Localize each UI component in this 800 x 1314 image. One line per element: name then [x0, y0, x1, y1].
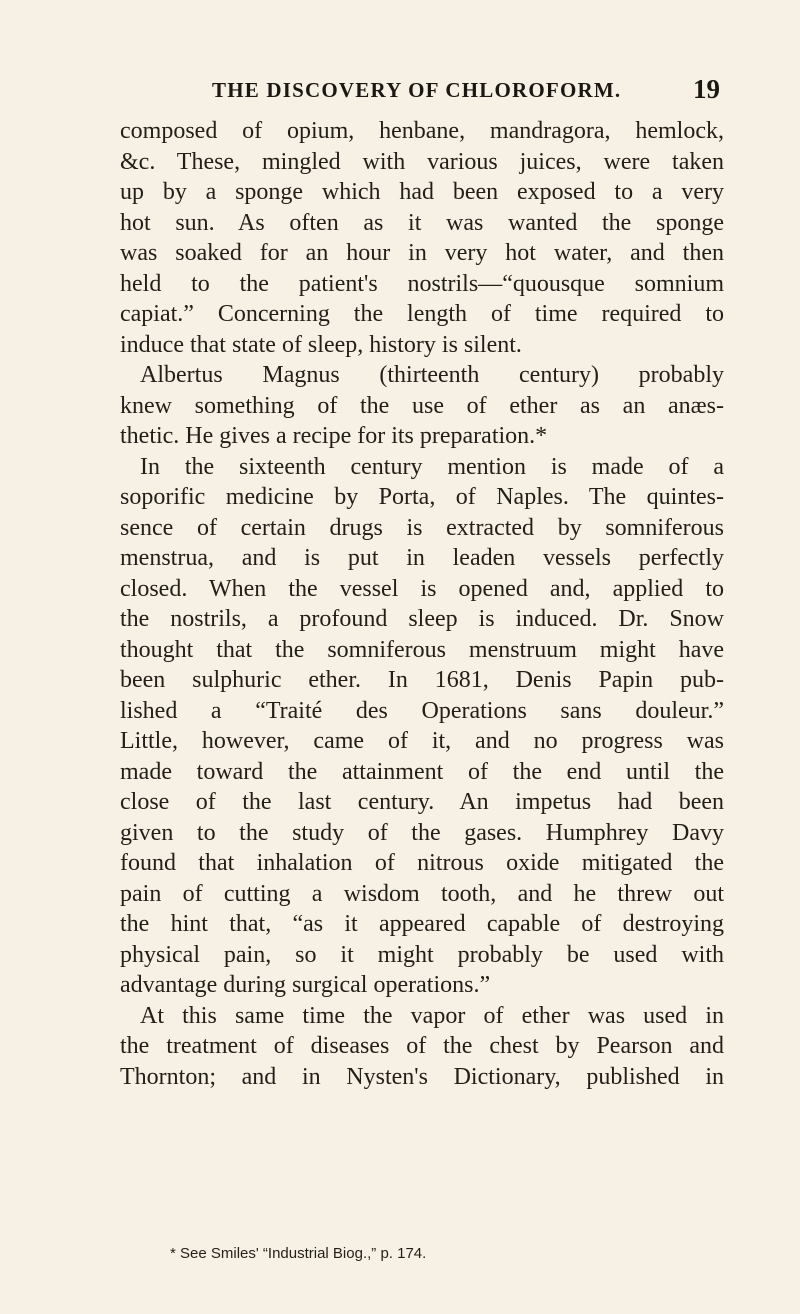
text-line: capiat.” Concerning the length of time required to	[120, 301, 724, 327]
text-line: up by a sponge which had been exposed to a very	[120, 179, 724, 205]
text-line: the hint that, “as it appeared capable of destroying	[120, 911, 724, 937]
text-line: physical pain, so it might probably be used with	[120, 941, 724, 968]
text-line: advantage during surgical operations.”	[120, 972, 491, 998]
text-line: menstrua, and is put in leaden vessels perfectly	[120, 545, 724, 571]
text-line: &c. These, mingled with various juices, were taken	[120, 148, 724, 175]
text-line: soporific medicine by Porta, of Naples. The quintes-	[120, 484, 724, 510]
text-line: At this same time the vapor of ether was used in	[140, 1002, 724, 1029]
body-text	[120, 116, 724, 1092]
text-line: pain of cutting a wisdom tooth, and he threw out	[120, 880, 724, 907]
text-line: given to the study of the gases. Humphrey Davy	[120, 819, 724, 846]
page-header	[120, 74, 720, 106]
text-line: been sulphuric ether. In 1681, Denis Papin pub-	[120, 667, 724, 693]
text-line: found that inhalation of nitrous oxide mitigated the	[120, 850, 724, 876]
text-line: sence of certain drugs is extracted by somniferous	[120, 514, 724, 541]
text-line: thought that the somniferous menstruum might have	[120, 636, 724, 663]
text-line: Albertus Magnus (thirteenth century) probably	[140, 362, 724, 388]
footnote: * See Smiles' “Industrial Biog.,” p. 174.	[170, 1245, 427, 1262]
text-line: knew something of the use of ether as an anæs-	[120, 392, 724, 419]
text-line: the nostrils, a profound sleep is induced. Dr. Snow	[120, 606, 724, 632]
running-title: THE DISCOVERY OF CHLOROFORM.	[212, 78, 622, 102]
text-line: induce that state of sleep, history is silent.	[120, 331, 522, 358]
text-line: thetic. He gives a recipe for its preparation.*	[120, 423, 548, 449]
text-line: hot sun. As often as it was wanted the sponge	[120, 209, 724, 236]
text-line: the treatment of diseases of the chest by Pearson and	[120, 1033, 724, 1059]
text-line: composed of opium, henbane, mandragora, hemlock,	[120, 118, 724, 144]
text-line: made toward the attainment of the end until the	[120, 758, 724, 785]
text-line: lished a “Traité des Operations sans douleur.”	[120, 697, 724, 724]
text-line: Thornton; and in Nysten's Dictionary, published in	[120, 1063, 724, 1090]
text-line: was soaked for an hour in very hot water, and then	[120, 240, 724, 266]
page-number: 19	[693, 74, 720, 104]
text-line: Little, however, came of it, and no progress was	[120, 728, 724, 754]
text-line: closed. When the vessel is opened and, applied to	[120, 575, 724, 602]
text-line: close of the last century. An impetus had been	[120, 789, 724, 815]
text-line: In the sixteenth century mention is made of a	[140, 453, 724, 480]
text-line: held to the patient's nostrils—“quousque somnium	[120, 270, 724, 297]
